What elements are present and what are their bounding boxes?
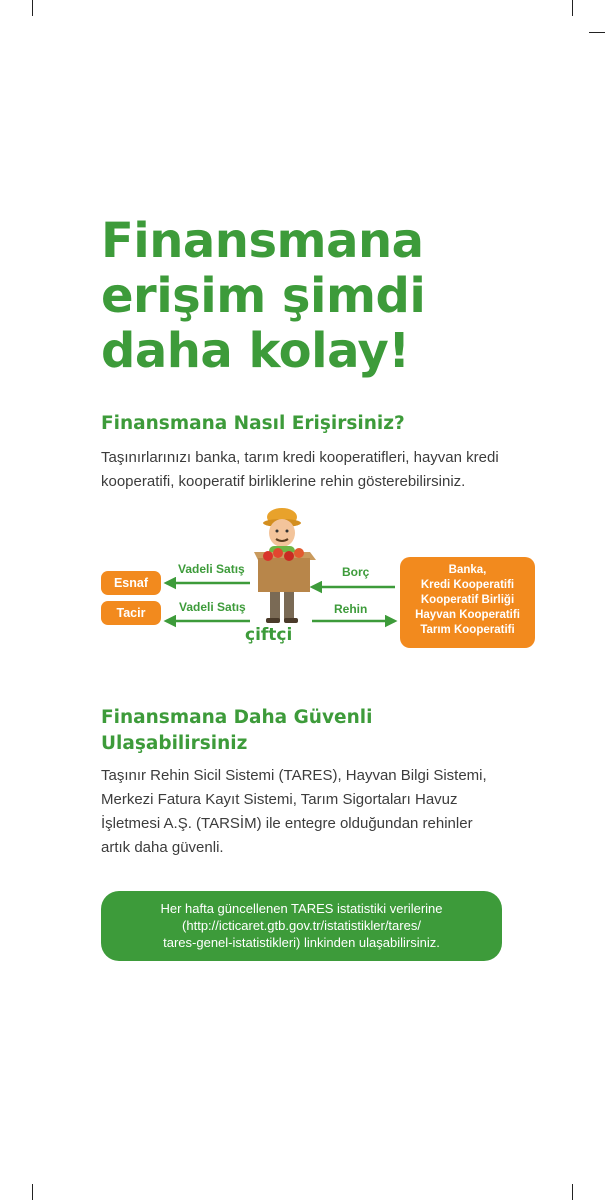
body-line: Merkezi Fatura Kayıt Sistemi, Tarım Sigortaları Havuz [101, 791, 458, 808]
lender-line: Banka, [448, 564, 487, 576]
farmer-label: çiftçi [245, 625, 293, 645]
farmer-illustration [254, 508, 316, 623]
title-line: Finansmana Daha Güvenli [101, 707, 373, 728]
notice-link-line[interactable]: tares-genel-istatistikleri) linkinden ulaşabilirsiniz. [163, 935, 440, 950]
tacir-box: Tacir [101, 601, 161, 625]
body-line: İşletmesi A.Ş. (TARSİM) ile entegre olduğundan rehinler [101, 815, 473, 832]
headline-line: daha kolay! [101, 323, 410, 379]
section2-title [101, 705, 372, 757]
crop-mark-top-right [572, 0, 573, 16]
body-line: Taşınır Rehin Sicil Sistemi (TARES), Hayvan Bilgi Sistemi, [101, 767, 487, 784]
section1-title: Finansmana Nasıl Erişirsiniz? [101, 413, 405, 434]
lender-line: Hayvan Kooperatifi [415, 609, 520, 621]
lender-box [400, 557, 535, 648]
title-line: Ulaşabilirsiniz [101, 733, 248, 754]
crop-mark-top-left [32, 0, 33, 16]
body-line: artık daha güvenli. [101, 839, 224, 856]
tares-stats-notice [101, 891, 502, 961]
arrow-label-vadeli-satis-2: Vadeli Satış [179, 600, 246, 614]
esnaf-box: Esnaf [101, 571, 161, 595]
arrow-label-borc: Borç [342, 565, 370, 579]
arrow-label-rehin: Rehin [334, 602, 368, 616]
crop-mark-right-top [589, 32, 605, 33]
notice-line: Her hafta güncellenen TARES istatistiki verilerine [160, 901, 443, 916]
crop-mark-bottom-left [32, 1184, 33, 1200]
arrow-label-vadeli-satis-1: Vadeli Satış [178, 562, 245, 576]
crop-mark-bottom-right [572, 1184, 573, 1200]
section1-body [101, 446, 499, 494]
notice-link-line[interactable]: (http://icticaret.gtb.gov.tr/istatistikler/tares/ [182, 918, 421, 933]
section2-body [101, 764, 487, 860]
body-line: kooperatifi, kooperatif birliklerine rehin gösterebilirsiniz. [101, 473, 466, 490]
lender-line: Kooperatif Birliği [420, 594, 515, 606]
page-headline [101, 214, 425, 379]
body-line: Taşınırlarınızı banka, tarım kredi kooperatifleri, hayvan kredi [101, 449, 499, 466]
headline-line: Finansmana [101, 213, 424, 269]
lender-line: Tarım Kooperatifi [420, 624, 515, 636]
headline-line: erişim şimdi [101, 268, 426, 324]
lender-line: Kredi Kooperatifi [420, 579, 515, 591]
